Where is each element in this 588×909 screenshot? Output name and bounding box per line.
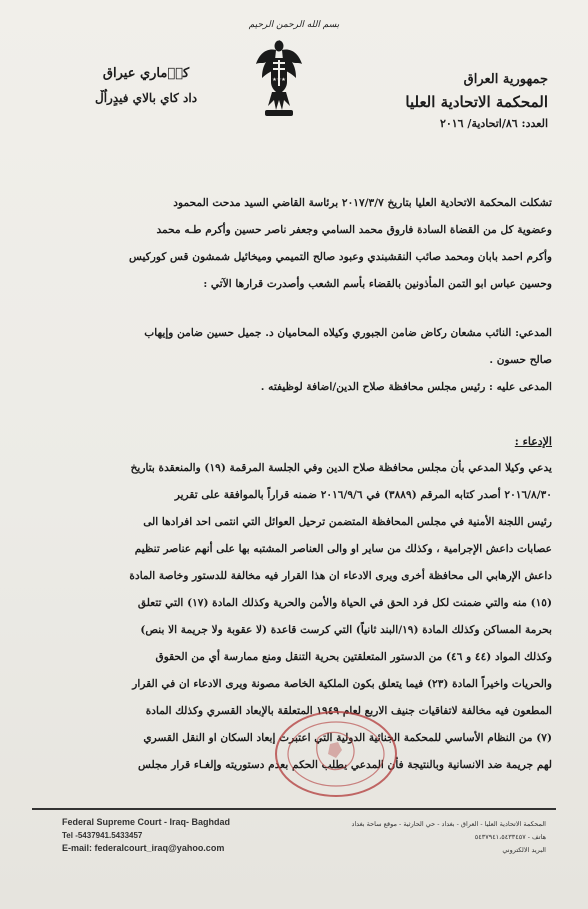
claim-line: لهم جريمة ضد الانسانية وبالنتيجة فأن المدعي يطلب الحكم بعدم دستوريته وإلغـاء قرار مجلس (138, 759, 552, 771)
footer-email-label-arabic: البريد الالكتروني (502, 846, 546, 854)
paragraph-line: وحسين عباس ابو التمن المأذونين بالقضاء بأسم الشعب وأصدرت قرارها الآتي : (203, 278, 552, 290)
parties-paragraph (27, 320, 552, 401)
iraqi-eagle-emblem-icon (254, 34, 304, 122)
claim-line: (١٥) منه والتي ضمنت لكل فرد الحق في الحياة والأمن والحرية وكذلك المادة (١٧) التي تتعلق (137, 597, 552, 609)
claim-line: داعش الإرهابي الى محافظة أخرى ويرى الادعاء ان هذا القرار فيه مخالفة للدستور وخاصة المادة (129, 570, 552, 582)
footer-court-name: Federal Supreme Court - Iraq- Baghdad (62, 817, 231, 827)
footer-divider (32, 808, 556, 810)
plaintiff-line: المدعي: النائب مشعان ركاض ضامن الجبوري وكيلاه المحاميان د. جميل حسين ضامن وإيهاب (144, 327, 552, 339)
country-name-kurdish: كو٘ماري عيراق (102, 66, 190, 81)
footer-contact-english (62, 816, 230, 855)
case-number: العدد: ٨٦/اتحادية/ ٢٠١٦ (439, 117, 548, 130)
plaintiff-line: صالح حسون . (489, 354, 552, 366)
footer-phone: Tel -5437941.5433457 (62, 831, 143, 840)
claim-line: والحريات واخيراً المادة (٢٣) فيما يتعلق بكون الملكية الخاصة مصونة ويرى الادعاء ان في القرار (132, 678, 552, 690)
footer-phone-arabic: هاتف - ٥٤٣٧٩٤١،٥٤٣٣٤٥٧ (474, 833, 546, 841)
footer-contact-arabic (351, 818, 546, 857)
claim-line: ٢٠١٦/٨/٣٠ أصدر كتابه المرقم (٣٨٨٩) في ٢٠١٦/٩/٦ ضمنه قراراً بالموافقة على تقرير (174, 489, 552, 501)
claim-line: يدعي وكيلا المدعي بأن مجلس محافظة صلاح الدين وفي الجلسة المرقمة (١٩) والمنعقدة بتاريخ (130, 462, 552, 474)
header-right-block (405, 72, 548, 130)
defendant-line: المدعى عليه : رئيس مجلس محافظة صلاح الدين/اضافة لوظيفته . (260, 381, 552, 393)
basmala: بسم الله الرحمن الرحيم (248, 20, 340, 30)
paragraph-line: وعضوية كل من القضاة السادة فاروق محمد السامي وجعفر ناصر حسين وأكرم طـه محمد (156, 224, 552, 236)
claim-line: وكذلك المواد (٤٤ و ٤٦) من الدستور المتعلقتين بحرية التنقل ومنع ممارسة أي من الحقوق (155, 651, 552, 663)
court-seal-stamp-icon (272, 708, 400, 800)
claim-line: بحرمة المساكن وكذلك المادة (١٩/البند ثانياً) التي كرست قاعدة (لا عقوبة ولا جريمة الا بنص) (140, 624, 552, 636)
country-name-arabic: جمهورية العراق (463, 72, 548, 87)
court-name-kurdish: داد كاي بالاي فيدٍراٌڵ (95, 91, 198, 105)
footer-address-arabic: المحكمة الاتحادية العليا - العراق - بغداد - حي الحارثية - موقع ساحة بغداد (351, 820, 546, 828)
claim-line: المطعون فيه مخالفة لاتفاقيات جنيف الاربع لعام ١٩٤٩ المتعلقة بالإبعاد القسري وكذلك المادة (145, 705, 552, 717)
paragraph-line: تشكلت المحكمة الاتحادية العليا بتاريخ ٢٠١٧/٣/٧ برئاسة القاضي السيد مدحت المحمود (173, 197, 552, 209)
claim-line: (٧) من النظام الأساسي للمحكمة الجنائية الدولية التي اعتبرت إبعاد السكان او النقل القسري (143, 732, 552, 744)
court-composition-paragraph (27, 190, 552, 298)
footer-email: E-mail: federalcourt_iraq@yahoo.com (62, 843, 225, 853)
court-name-arabic: المحكمة الاتحادية العليا (405, 93, 548, 111)
paragraph-line: وأكرم احمد بابان ومحمد صائب النقشبندي وعبود صالح التميمي وميخائيل شمشون قس كوركيس (128, 251, 552, 263)
header-left-block (95, 66, 197, 105)
claim-heading: الإدعاء : (514, 435, 552, 448)
claim-line: عصابات داعش الإجرامية ، وكذلك من ساير او والى العناصر المشتبه بها على أنهم عناصر تنظيم (134, 543, 552, 555)
claim-line: رئيس اللجنة الأمنية في مجلس المحافظة المتضمن ترحيل العوائل التي انتمى احد افرادها الى (143, 516, 552, 528)
svg-text:★★★: ★★★ (272, 77, 286, 83)
